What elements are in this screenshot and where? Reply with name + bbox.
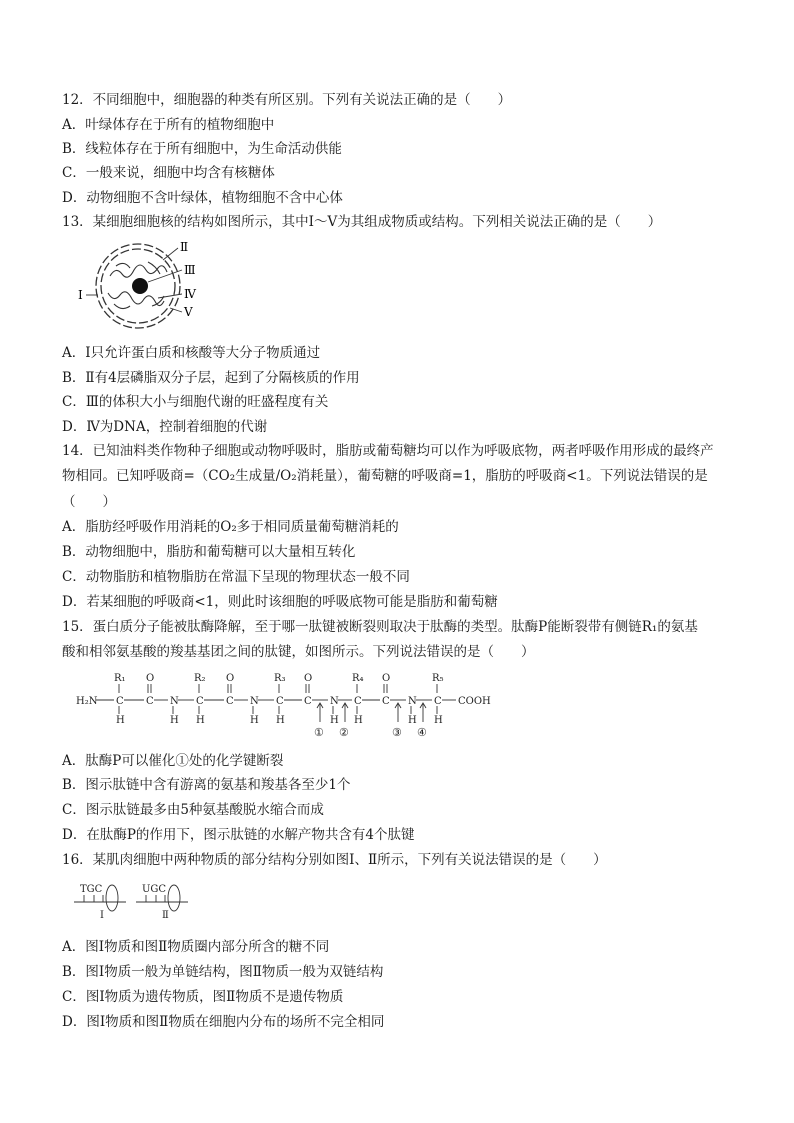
svg-text:O: O xyxy=(304,673,313,684)
q15-option-d: D．在肽酶P的作用下，图示肽链的水解产物共含有4个肽键 xyxy=(62,827,415,843)
q14-option-a: A．脂肪经呼吸作用消耗的O₂多于相同质量葡萄糖消耗的 xyxy=(62,519,399,535)
svg-text:H: H xyxy=(250,715,259,726)
label-IV: Ⅳ xyxy=(184,287,196,301)
svg-text:C: C xyxy=(226,696,234,707)
q15-option-b: B．图示肽链中含有游离的氨基和羧基各至少1个 xyxy=(62,777,351,793)
q16-option-a: A．图Ⅰ物质和图Ⅱ物质圈内部分所含的糖不同 xyxy=(62,939,330,955)
svg-text:C: C xyxy=(196,696,204,707)
svg-text:N: N xyxy=(408,696,417,707)
svg-text:H: H xyxy=(434,715,443,726)
q14-option-c: C．动物脂肪和植物脂肪在常温下呈现的物理状态一般不同 xyxy=(62,569,410,585)
q13-option-b: B．Ⅱ有4层磷脂双分子层，起到了分隔核质的作用 xyxy=(62,370,360,386)
svg-text:N: N xyxy=(170,696,179,707)
q12-option-c: C．一般来说，细胞中均含有核糖体 xyxy=(62,165,275,181)
q13-option-c: C．Ⅲ的体积大小与细胞代谢的旺盛程度有关 xyxy=(62,394,329,410)
label-II: Ⅱ xyxy=(180,240,189,254)
svg-text:H: H xyxy=(408,715,417,726)
nucleus-structure-figure xyxy=(78,238,208,334)
q13-option-a: A．Ⅰ只允许蛋白质和核酸等大分子物质通过 xyxy=(62,345,321,361)
strand-i-label: Ⅰ xyxy=(100,910,104,921)
strand-ii-label: Ⅱ xyxy=(162,910,169,921)
svg-text:O: O xyxy=(226,673,235,684)
q16-option-d: D．图Ⅰ物质和图Ⅱ物质在细胞内分布的场所不完全相同 xyxy=(62,1014,385,1030)
carboxyl-terminus: COOH xyxy=(458,696,491,707)
q12-option-b: B．线粒体存在于所有细胞中，为生命活动供能 xyxy=(62,141,342,157)
q12-option-a: A．叶绿体存在于所有的植物细胞中 xyxy=(62,117,275,133)
strand-i-bases: TGC xyxy=(80,884,103,895)
svg-text:C: C xyxy=(304,696,312,707)
marker-2: ② xyxy=(339,726,349,739)
svg-text:C: C xyxy=(276,696,284,707)
q16-option-b: B．图Ⅰ物质一般为单链结构，图Ⅱ物质一般为双链结构 xyxy=(62,964,384,980)
q14-stem-line-3: （ ） xyxy=(62,494,116,510)
q16-stem: 16．某肌肉细胞中两种物质的部分结构分别如图Ⅰ、Ⅱ所示，下列有关说法错误的是（ ） xyxy=(62,852,607,868)
svg-text:H: H xyxy=(354,715,363,726)
q14-stem-line-2: 物相同。已知呼吸商=（CO₂生成量/O₂消耗量），葡萄糖的呼吸商=1，脂肪的呼吸商<1。下列说法错误的是 xyxy=(62,468,708,484)
svg-text:O: O xyxy=(382,673,391,684)
peptide-chain-figure xyxy=(76,672,506,742)
side-chain-r2: R₂ xyxy=(194,673,206,684)
nucleolus-icon xyxy=(132,278,148,294)
svg-text:C: C xyxy=(382,696,390,707)
svg-text:C: C xyxy=(116,696,124,707)
q12-stem: 12．不同细胞中，细胞器的种类有所区别。下列有关说法正确的是（ ） xyxy=(62,92,512,108)
strand-ii-bases: UGC xyxy=(142,884,167,895)
q13-option-d: D．Ⅳ为DNA，控制着细胞的代谢 xyxy=(62,419,268,435)
q15-stem-line-2: 酸和相邻氨基酸的羧基基团之间的肽键，如图所示。下列说法错误的是（ ） xyxy=(62,644,535,660)
svg-text:H: H xyxy=(330,715,339,726)
side-chain-r4: R₄ xyxy=(352,673,364,684)
q15-stem-line-1: 15．蛋白质分子能被肽酶降解，至于哪一肽键被断裂则取决于肽酶的类型。肽酶P能断裂带有侧链R₁的氨基 xyxy=(62,619,698,635)
q13-stem: 13．某细胞细胞核的结构如图所示，其中Ⅰ～Ⅴ为其组成物质或结构。下列相关说法正确的是（ ） xyxy=(62,214,662,230)
svg-text:N: N xyxy=(250,696,259,707)
marker-1: ① xyxy=(314,726,324,739)
svg-text:H: H xyxy=(276,715,285,726)
svg-text:H: H xyxy=(196,715,205,726)
svg-text:N: N xyxy=(330,696,339,707)
q12-option-d: D．动物细胞不含叶绿体，植物细胞不含中心体 xyxy=(62,190,343,206)
side-chain-r1: R₁ xyxy=(114,673,126,684)
q14-option-b: B．动物细胞中，脂肪和葡萄糖可以大量相互转化 xyxy=(62,544,356,560)
label-V: Ⅴ xyxy=(184,305,193,319)
svg-text:C: C xyxy=(354,696,362,707)
svg-text:H: H xyxy=(170,715,179,726)
svg-text:H: H xyxy=(116,715,125,726)
side-chain-r3: R₃ xyxy=(274,673,286,684)
label-I: Ⅰ xyxy=(78,288,83,302)
nucleic-acid-figure xyxy=(72,878,202,924)
q14-stem-line-1: 14．已知油料类作物种子细胞或动物呼吸时，脂肪或葡萄糖均可以作为呼吸底物，两者呼吸作用形成的最终产 xyxy=(62,443,714,459)
q15-option-a: A．肽酶P可以催化①处的化学键断裂 xyxy=(62,753,284,769)
q14-option-d: D．若某细胞的呼吸商<1，则此时该细胞的呼吸底物可能是脂肪和葡萄糖 xyxy=(62,594,498,610)
svg-text:C: C xyxy=(146,696,154,707)
marker-3: ③ xyxy=(392,726,402,739)
side-chain-r5: R₅ xyxy=(432,673,444,684)
amino-terminus: H₂N xyxy=(76,696,98,707)
label-III: Ⅲ xyxy=(184,263,196,277)
svg-text:C: C xyxy=(434,696,442,707)
marker-4: ④ xyxy=(417,726,427,739)
svg-text:O: O xyxy=(146,673,155,684)
q15-option-c: C．图示肽链最多由5种氨基酸脱水缩合而成 xyxy=(62,802,324,818)
q16-option-c: C．图Ⅰ物质为遗传物质，图Ⅱ物质不是遗传物质 xyxy=(62,989,344,1005)
